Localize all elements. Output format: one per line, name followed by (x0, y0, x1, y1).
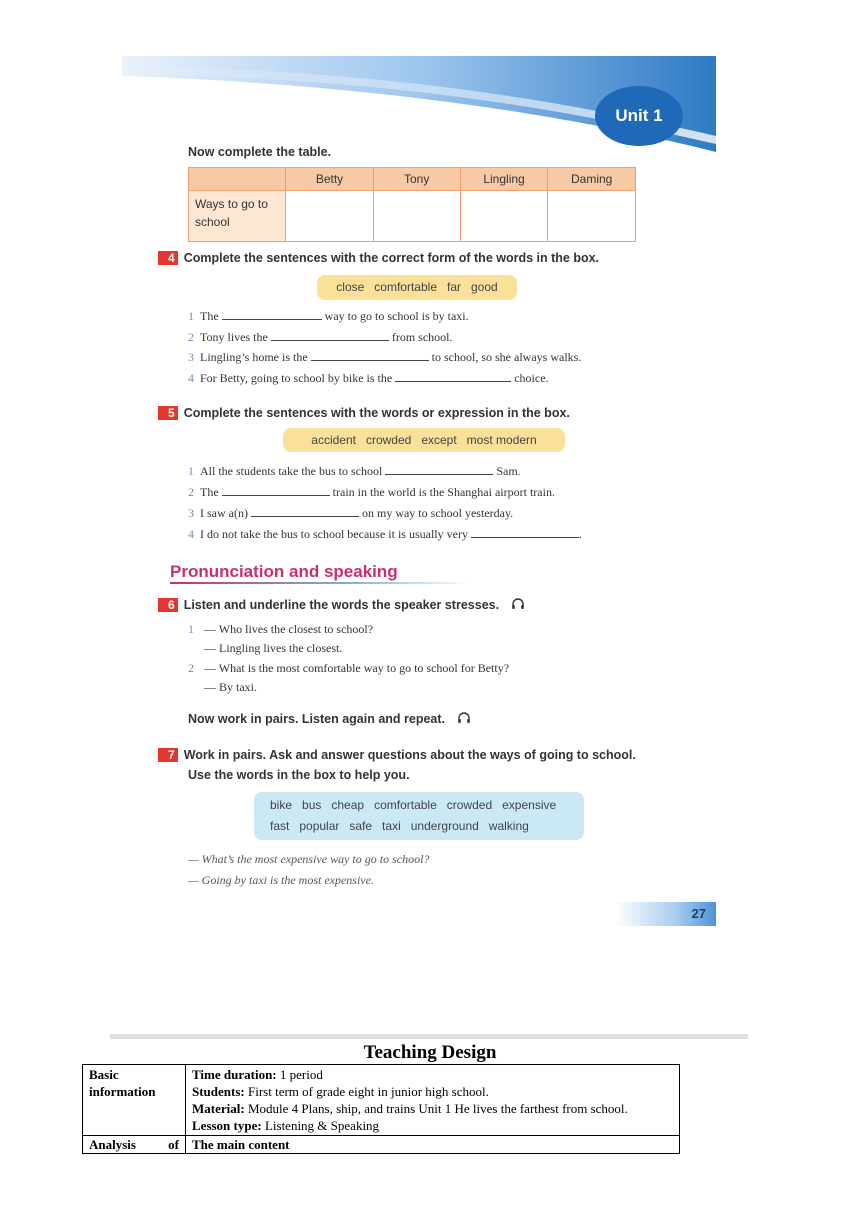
exercise-5-heading (158, 406, 570, 420)
pairs-instruction (188, 711, 471, 726)
exercise-number: 6 (158, 598, 178, 612)
sentence-number: 1 (188, 309, 194, 323)
word-box: close comfortable far good (317, 275, 517, 300)
dialog-text: — Lingling lives the closest. (204, 641, 343, 655)
dialog-text: — By taxi. (204, 680, 257, 694)
sentence-text: on my way to school yesterday. (361, 506, 514, 520)
page-separator (110, 1034, 748, 1039)
sentence-line (188, 330, 452, 345)
field-value: Module 4 Plans, ship, and trains Unit 1 He lives the farthest from school. (244, 1101, 628, 1116)
table-row (189, 191, 636, 242)
dialog-line (188, 661, 509, 676)
teaching-design-title: Teaching Design (363, 1042, 497, 1063)
unit-banner (122, 56, 716, 152)
dialog-line (188, 622, 373, 637)
dialog-number: 2 (188, 661, 194, 675)
sentence-line (188, 464, 521, 479)
sentence-text: way to go to school is by taxi. (324, 309, 469, 323)
answer-blank[interactable] (385, 464, 493, 475)
table-row-label (189, 191, 286, 242)
sentence-text: The (200, 309, 219, 323)
answer-blank[interactable] (251, 506, 359, 517)
answer-blank[interactable] (222, 309, 322, 320)
word-box-line: bike bus cheap comfortable crowded expensive (270, 798, 557, 812)
word-box-line: fast popular safe taxi underground walking (270, 819, 529, 833)
table-heading: Now complete the table. (188, 145, 332, 159)
sentence-text: Tony lives the (200, 330, 268, 344)
table-row (83, 1065, 680, 1136)
banner-swoosh-graphic (122, 56, 716, 152)
exercise-number: 5 (158, 406, 178, 420)
sentence-number: 1 (188, 464, 194, 478)
example-answer: — Going by taxi is the most expensive. (188, 873, 374, 887)
answer-blank[interactable] (395, 371, 511, 382)
sentence-text: I do not take the bus to school because it is usually very (200, 527, 468, 541)
page-number-badge (615, 902, 716, 926)
sentence-text: The (200, 485, 219, 499)
sentence-line (188, 371, 549, 386)
basic-info-label (83, 1065, 186, 1136)
time-duration (192, 1066, 673, 1083)
dialog-text: — Who lives the closest to school? (204, 622, 374, 636)
sentence-text: train in the world is the Shanghai airport train. (332, 485, 555, 499)
lesson-type (192, 1117, 673, 1134)
table-header-row (189, 168, 636, 191)
headphones-icon (457, 711, 471, 725)
table-answer-cell[interactable] (373, 191, 460, 242)
sentence-line (188, 350, 581, 365)
sentence-text: choice. (514, 371, 549, 385)
row-label-line: Ways to go to (195, 197, 268, 211)
section-underline (170, 582, 470, 584)
basic-info-content (186, 1065, 680, 1136)
analysis-label (83, 1136, 186, 1154)
table-header-cell: Lingling (460, 168, 548, 191)
page-number: 27 (691, 906, 706, 921)
table-answer-cell[interactable] (548, 191, 636, 242)
exercise-instruction: Complete the sentences with the correct form of the words in the box. (183, 251, 600, 265)
field-label: Students: (192, 1084, 245, 1099)
sentence-text: . (578, 527, 582, 541)
sentence-text: I saw a(n) (200, 506, 248, 520)
label-word: Analysis (89, 1137, 136, 1152)
exercise-instruction: Listen and underline the words the speaker stresses. (183, 598, 500, 612)
sentence-line (188, 506, 513, 521)
exercise-instruction-line2: Use the words in the box to help you. (188, 768, 410, 782)
sentence-number: 2 (188, 330, 194, 344)
sentence-number: 3 (188, 506, 194, 520)
field-value: First term of grade eight in junior high school. (244, 1084, 489, 1099)
headphones-icon (511, 597, 525, 611)
exercise-number: 4 (158, 251, 178, 265)
table-row (83, 1136, 680, 1154)
dialog-number: 1 (188, 622, 194, 636)
sentence-text: All the students take the bus to school (200, 464, 383, 478)
sentence-line (188, 309, 469, 324)
exercise-instruction: Work in pairs. Ask and answer questions about the ways of going to school. (183, 748, 636, 762)
ways-table (188, 167, 636, 242)
label-line: information (89, 1084, 156, 1099)
pairs-text: Now work in pairs. Listen again and repeat. (188, 712, 446, 726)
dialog-line (188, 680, 257, 695)
exercise-number: 7 (158, 748, 178, 762)
row-label-line: school (195, 215, 230, 229)
sentence-number: 3 (188, 350, 194, 364)
label-word: of (168, 1137, 179, 1152)
unit-label: Unit 1 (615, 106, 663, 125)
sentence-text: Sam. (496, 464, 521, 478)
answer-blank[interactable] (471, 527, 579, 538)
field-label: Time duration: (192, 1067, 277, 1082)
table-corner-cell (189, 168, 286, 191)
example-question: — What’s the most expensive way to go to school? (188, 852, 430, 866)
teaching-design-table (82, 1064, 680, 1154)
field-value: Listening & Speaking (261, 1118, 380, 1133)
sentence-text: to school, so she always walks. (431, 350, 582, 364)
answer-blank[interactable] (271, 330, 389, 341)
material (192, 1100, 673, 1117)
sentence-line (188, 527, 582, 542)
field-label: Lesson type: (192, 1118, 262, 1133)
section-title: Pronunciation and speaking (170, 562, 398, 581)
word-box: accident crowded except most modern (283, 428, 565, 452)
dialog-text: — What is the most comfortable way to go to school for Betty? (204, 661, 510, 675)
exercise-7-heading (158, 748, 636, 762)
exercise-instruction: Complete the sentences with the words or expression in the box. (183, 406, 570, 420)
word-box (254, 792, 584, 840)
sentence-line (188, 485, 555, 500)
table-answer-cell[interactable] (460, 191, 548, 242)
students (192, 1083, 673, 1100)
sentence-number: 2 (188, 485, 194, 499)
label-line: Basic (89, 1067, 119, 1082)
exercise-4-heading (158, 251, 599, 265)
sentence-text: Lingling’s home is the (200, 350, 308, 364)
main-content-heading: The main content (186, 1136, 680, 1154)
dialog-line (188, 641, 342, 656)
table-header-cell: Tony (373, 168, 460, 191)
sentence-text: For Betty, going to school by bike is the (200, 371, 393, 385)
exercise-6-heading (158, 597, 525, 612)
field-value: 1 period (276, 1067, 323, 1082)
sentence-text: from school. (391, 330, 453, 344)
answer-blank[interactable] (311, 350, 429, 361)
table-answer-cell[interactable] (286, 191, 373, 242)
field-label: Material: (192, 1101, 245, 1116)
table-header-cell: Betty (286, 168, 373, 191)
sentence-number: 4 (188, 527, 194, 541)
answer-blank[interactable] (222, 485, 330, 496)
table-header-cell: Daming (548, 168, 636, 191)
sentence-number: 4 (188, 371, 194, 385)
